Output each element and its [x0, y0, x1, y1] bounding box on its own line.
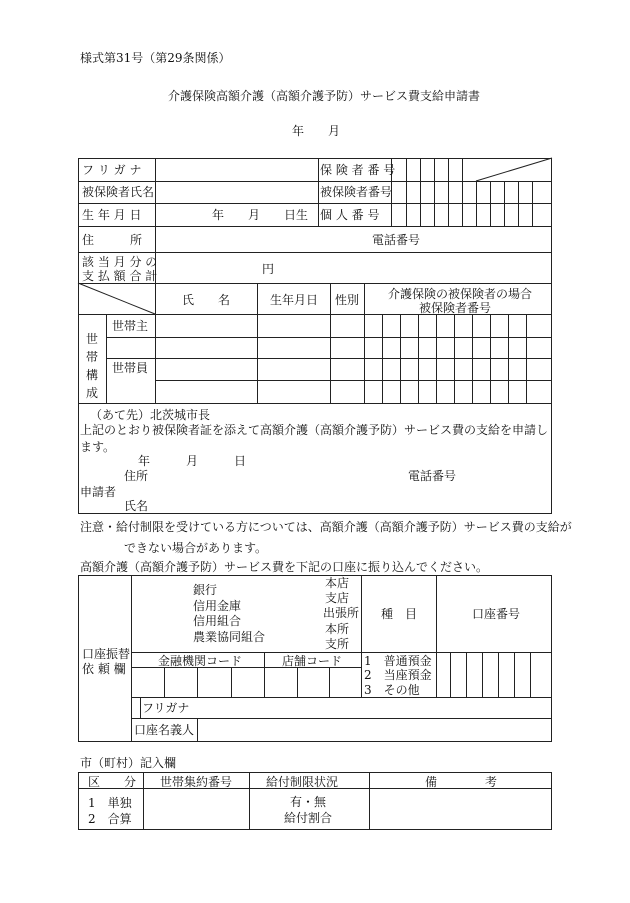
household-head-label: 世帯主 [112, 319, 149, 333]
branch-type-shiten: 支店 [325, 591, 350, 606]
transfer-instruction: 高額介護（高額介護予防）サービス費を下記の口座に振り込んでください。 [80, 560, 489, 574]
inst-type-nokyo: 農業協同組合 [193, 629, 266, 644]
birth-date-label: 生 年 月 日 [82, 208, 142, 222]
address-label: 住 所 [82, 233, 143, 247]
restrict-yes-no: 有・無 [290, 795, 327, 809]
branch-types [325, 576, 359, 652]
account-types [364, 654, 432, 697]
bank-label-1: 口座振替 [82, 647, 131, 661]
institution-types [193, 583, 265, 645]
insurer-number-label: 保 険 者 番 号 [320, 163, 396, 177]
branch-type-honten: 本店 [325, 576, 350, 590]
payment-total-label-1: 該 当 月 分 の [82, 255, 158, 269]
addressee: （あて先）北茨城市長 [90, 408, 211, 422]
insured-name-label: 被保険者氏名 [82, 185, 155, 199]
note-line-2: できない場合があります。 [124, 541, 268, 555]
inst-type-bank: 銀行 [193, 583, 218, 597]
col-insured-1: 介護保険の被保険者の場合 [388, 287, 533, 301]
declaration-text: 上記のとおり被保険者証を添えて高額介護（高額介護予防）サービス費の支給を申請します。 [80, 423, 549, 455]
col-sex: 性別 [335, 293, 360, 307]
city-col-household: 世帯集約番号 [160, 775, 233, 789]
insured-number-label: 被保険者番号 [320, 185, 393, 199]
col-insured-2: 被保険者番号 [419, 301, 492, 315]
applicant-name-label: 氏名 [124, 499, 149, 513]
city-col-class: 区 分 [88, 775, 137, 789]
acct-type-toza: 2 当座預金 [364, 668, 432, 683]
holder-furigana-label: フリガナ [142, 701, 190, 715]
acct-type-futsu: 1 普通預金 [364, 654, 432, 668]
furigana-label: フ リ ガ ナ [82, 163, 142, 177]
yen-label: 円 [262, 262, 275, 276]
kind-label: 種 目 [381, 607, 418, 621]
household-member-label: 世帯員 [112, 361, 149, 375]
applicant-label: 申請者 [80, 485, 117, 499]
household-section-label: 世 帯 構 成 [86, 332, 99, 400]
city-heading: 市（町村）記入欄 [80, 756, 177, 770]
branch-type-shisho: 支所 [325, 636, 350, 651]
birth-date-value: 年 月 日生 [212, 208, 309, 222]
personal-number-label: 個 人 番 号 [320, 208, 380, 222]
class-combined: 2 合算 [88, 811, 132, 826]
applicant-address-label: 住所 [124, 469, 149, 483]
declaration-date: 年 月 日 [138, 454, 247, 468]
col-name: 氏 名 [182, 293, 231, 307]
inst-type-shinkin: 信用金庫 [193, 598, 242, 613]
payment-total-label-2: 支 払 額 合 計 [82, 269, 158, 283]
inst-type-kumiai: 信用組合 [193, 614, 242, 629]
inst-code-label: 金融機関コード [158, 654, 243, 668]
applicant-phone-label: 電話番号 [408, 469, 457, 483]
page-title: 介護保険高額介護（高額介護予防）サービス費支給申請書 [168, 89, 481, 103]
city-col-remarks: 備 考 [425, 775, 498, 789]
branch-type-honsho: 本所 [325, 621, 350, 636]
branch-type-shutchojo: 出張所 [323, 606, 360, 621]
city-col-restrict: 給付制限状況 [266, 775, 339, 789]
city-classes [88, 796, 132, 827]
bank-label-2: 依 頼 欄 [82, 662, 126, 676]
col-birth: 生年月日 [270, 293, 319, 307]
class-single: 1 単独 [88, 796, 132, 810]
branch-code-label: 店舗コード [282, 654, 343, 668]
acct-type-other: 3 その他 [364, 682, 420, 697]
note-line-1: 注意・給付制限を受けている方については、高額介護（高額介護予防）サービス費の支給が [80, 520, 572, 534]
form-number: 様式第31号（第29条関係） [80, 51, 231, 65]
restrict-ratio: 給付割合 [284, 811, 333, 825]
phone-label: 電話番号 [372, 233, 421, 247]
date-line: 年 月 [292, 124, 341, 138]
account-number-label: 口座番号 [472, 607, 521, 621]
holder-label: 口座名義人 [134, 723, 195, 737]
